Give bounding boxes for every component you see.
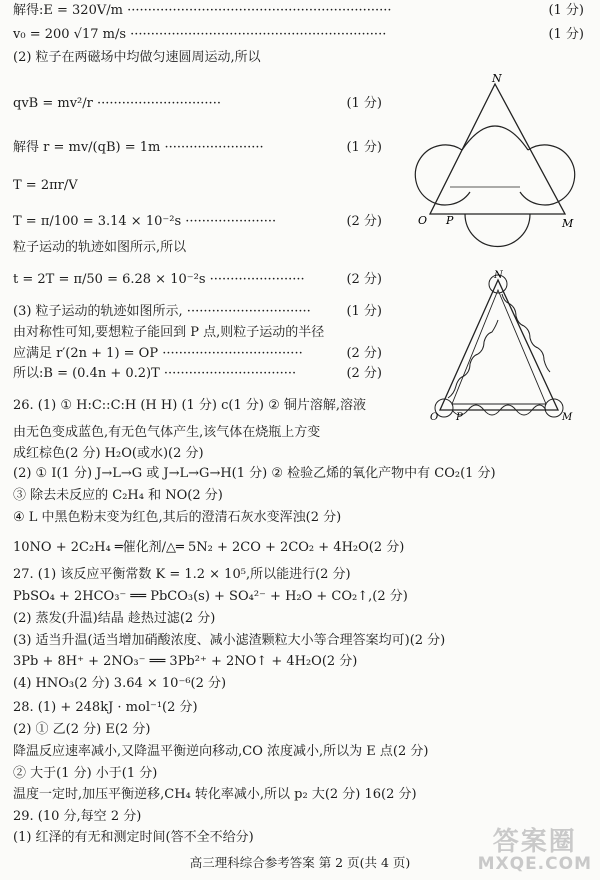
points-5: (1 分)	[346, 140, 382, 155]
line-15: 由无色变成蓝色,有无色气体产生,该气体在烧瓶上方变	[13, 425, 321, 440]
line-27: 28. (1) + 248kJ · mol⁻¹(2 分)	[13, 700, 198, 715]
line-13: 所以:B = (0.4n + 0.2)T ································	[13, 366, 297, 381]
line-8: 粒子运动的轨迹如图所示,所以	[13, 240, 187, 255]
line-23: (2) 蒸发(升温)结晶 趁热过滤(2 分)	[13, 611, 216, 626]
trajectory-figure-1	[410, 72, 590, 262]
points-7: (2 分)	[346, 214, 382, 229]
arc-left-1	[415, 145, 470, 205]
line-10: (3) 粒子运动的轨迹如图所示, ······························	[13, 304, 311, 319]
wave-left-2	[448, 320, 498, 398]
line-20: 10NO + 2C₂H₄ ═催化剂/△═ 5N₂ + 2CO + 2CO₂ + 4H₂O(2 分)	[13, 540, 405, 555]
points-1: (1 分)	[548, 3, 584, 18]
inner-triangle-2	[452, 290, 546, 404]
label-p-2: P	[456, 412, 463, 423]
line-16: 成红棕色(2 分) H₂O(或水)(2 分)	[13, 446, 204, 461]
triangle-1	[430, 84, 565, 214]
line-17: (2) ① I(1 分) J→L→G 或 J→L→G→H(1 分) ② 检验乙烯的氧化产物中有 CO₂(1 分)	[13, 466, 496, 481]
trajectory-figure-2	[430, 268, 580, 423]
line-30: ② 大于(1 分) 小于(1 分)	[13, 766, 158, 781]
line-31: 温度一定时,加压平衡逆移,CH₄ 转化率减小,所以 p₂ 大(2 分) 16(2 分)	[13, 787, 417, 802]
label-o-1: O	[418, 214, 428, 227]
line-29: 降温反应速率减小,又降温平衡逆向移动,CO 浓度减小,所以为 E 点(2 分)	[13, 744, 429, 759]
line-22: PbSO₄ + 2HCO₃⁻ ══ PbCO₃(s) + SO₄²⁻ + H₂O + CO₂↑,(2 分)	[13, 589, 408, 604]
line-2: v₀ = 200 √17 m/s ······························································	[13, 27, 387, 42]
watermark-text: 答案圈	[492, 827, 577, 857]
line-7: T = π/100 = 3.14 × 10⁻²s ······················	[13, 214, 277, 229]
label-n-2: N	[494, 270, 503, 281]
points-10: (1 分)	[346, 304, 382, 319]
line-12: 应满足 r′(2n + 1) = OP ··································	[13, 346, 303, 361]
points-9: (2 分)	[346, 272, 382, 287]
line-24: (3) 适当升温(适当增加硝酸浓度、减小滤渣颗粒大小等合理答案均可)(2 分)	[13, 633, 446, 648]
page-footer: 高三理科综合参考答案 第 2 页(共 4 页)	[189, 855, 411, 870]
watermark-url: MXQE.COM	[477, 854, 592, 874]
line-6: T = 2πr/V	[13, 178, 78, 193]
arc-right-1	[520, 145, 575, 205]
line-4: qvB = mv²/r ······························	[13, 96, 221, 111]
points-4: (1 分)	[346, 96, 382, 111]
label-m-2: M	[562, 412, 573, 423]
watermark	[478, 821, 592, 874]
label-n-1: N	[492, 72, 502, 85]
line-18: ③ 除去未反应的 C₂H₄ 和 NO(2 分)	[13, 488, 223, 503]
points-2: (1 分)	[548, 27, 584, 42]
line-21: 27. (1) 该反应平衡常数 K = 1.2 × 10⁵,所以能进行(2 分)	[13, 567, 351, 582]
points-12: (2 分)	[346, 346, 382, 361]
label-m-1: M	[562, 217, 574, 230]
line-32: 29. (10 分,每空 2 分)	[13, 809, 142, 824]
line-11: 由对称性可知,要想粒子能回到 P 点,则粒子运动的半径	[13, 325, 325, 340]
line-14: 26. (1) ① H:C::C:H (H H) (1 分) c(1 分) ② 铜片溶解,溶液	[13, 398, 366, 413]
line-33: (1) 红泽的有无和测定时间(答不全不给分)	[13, 830, 254, 845]
line-9: t = 2T = π/50 = 6.28 × 10⁻²s ·······················	[13, 272, 305, 287]
line-28: (2) ① 乙(2 分) E(2 分)	[13, 722, 151, 737]
line-5: 解得 r = mv/(qB) = 1m ························	[13, 140, 264, 155]
line-25: 3Pb + 8H⁺ + 2NO₃⁻ ══ 3Pb²⁺ + 2NO↑ + 4H₂O(2 分)	[13, 654, 358, 669]
line-19: ④ L 中黑色粉末变为红色,其后的澄清石灰水变浑浊(2 分)	[13, 510, 342, 525]
arc-bottom-1	[465, 214, 530, 247]
points-13: (2 分)	[346, 366, 382, 381]
label-p-1: P	[446, 214, 454, 227]
line-1: 解得:E = 320V/m ································································	[13, 3, 392, 18]
line-26: (4) HNO₃(2 分) 3.64 × 10⁻⁶(2 分)	[13, 676, 227, 691]
label-o-2: O	[430, 412, 439, 423]
line-3: (2) 粒子在两磁场中均做匀速圆周运动,所以	[13, 50, 261, 65]
